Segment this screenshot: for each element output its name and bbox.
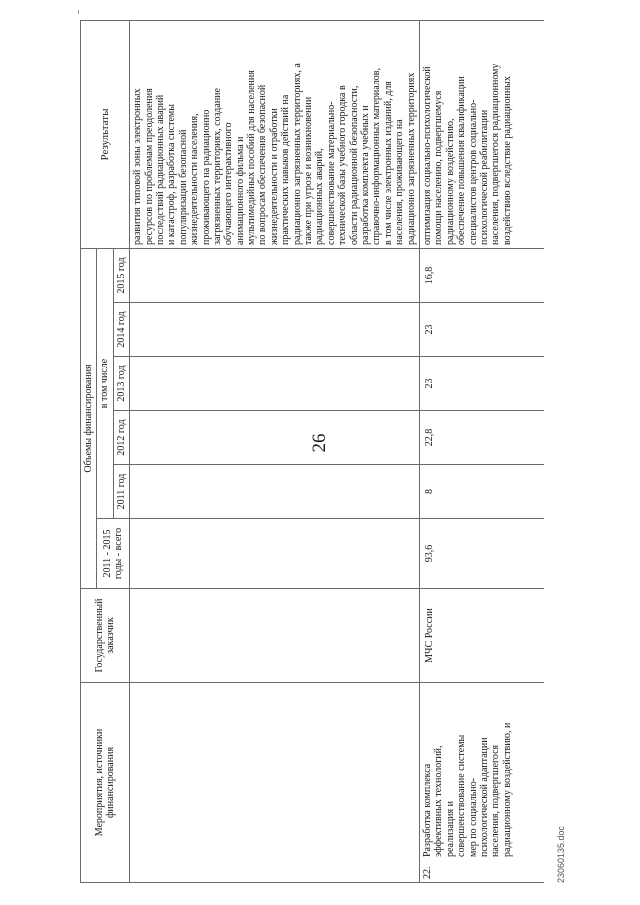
header-total: 2011 - 2015 годы - всего: [97, 519, 130, 589]
year-2013-cell: 23: [419, 357, 544, 411]
header-results: Результаты: [81, 21, 130, 249]
table-row: [419, 21, 544, 883]
rotated-table-area: [80, 21, 551, 883]
empty-cell: [130, 683, 420, 883]
header-year-2012: 2012 год: [113, 411, 129, 465]
page-number: 26: [309, 433, 330, 453]
header-year-2015: 2015 год: [113, 249, 129, 303]
empty-cell: [130, 411, 420, 465]
event-text: Разработка комплекса эффективных технологий, реализация и совершенствование системы мер по социально- психологической адаптации населения, подвергшегося радиационному воздействию, и: [421, 722, 513, 857]
year-2015-cell: 16,8: [419, 249, 544, 303]
table-rotor: [80, 21, 551, 883]
empty-cell: [130, 519, 420, 589]
empty-cell: [130, 303, 420, 357]
header-including: в том числе: [97, 249, 113, 519]
item-number: 22.: [421, 866, 433, 879]
total-cell: 93,6: [419, 519, 544, 589]
results-cell: развития типовой зоны электронных ресурсов по проблемам преодоления последствий радиационных аварий и катастроф, разработка системы популяризации безопасной жизнедеятельности населения, проживающего на радиационно загрязненных территориях, создание обучающего интерактивного анимационного фильма и мультимедийных пособий для населения по вопросам обеспечения безопасной жизнедеятельности и отработки практических навыков действий на радиационно загрязненных территориях, а также при угрозе и возникновении радиационных аварий, совершенствование материально- технической базы учебного городка в области радиационной безопасности, разработка комплекта учебных и справочно-информационных материалов, в том числе электронных изданий, для населения, проживающего на радиационно загрязненных территориях: [130, 21, 420, 249]
header-year-2013: 2013 год: [113, 357, 129, 411]
header-financing: Объемы финансирования: [81, 249, 97, 589]
customer-cell: МЧС России: [419, 589, 544, 683]
header-year-2014: 2014 год: [113, 303, 129, 357]
document-code: 23060135.doc: [556, 825, 566, 883]
header-event: Мероприятия, источники финансирования: [81, 683, 130, 883]
year-2014-cell: 23: [419, 303, 544, 357]
header-year-2011: 2011 год: [113, 465, 129, 519]
empty-cell: [130, 357, 420, 411]
scan-mark: [78, 10, 79, 14]
event-cell: [419, 683, 544, 883]
results-cell: оптимизация социально-психологической помощи населению, подвергшемуся радиационному воздействию, обеспечение повышения квалификации специалистов центров социально- психологической реабилитации населения, подвергшегося радиационному воздействию вследствие радиационных: [419, 21, 544, 249]
empty-cell: [130, 589, 420, 683]
header-customer: Государственный заказчик: [81, 589, 130, 683]
year-2011-cell: 8: [419, 465, 544, 519]
financing-table: [80, 20, 544, 883]
empty-cell: [130, 249, 420, 303]
year-2012-cell: 22,8: [419, 411, 544, 465]
empty-cell: [130, 465, 420, 519]
table-row: [130, 21, 420, 883]
